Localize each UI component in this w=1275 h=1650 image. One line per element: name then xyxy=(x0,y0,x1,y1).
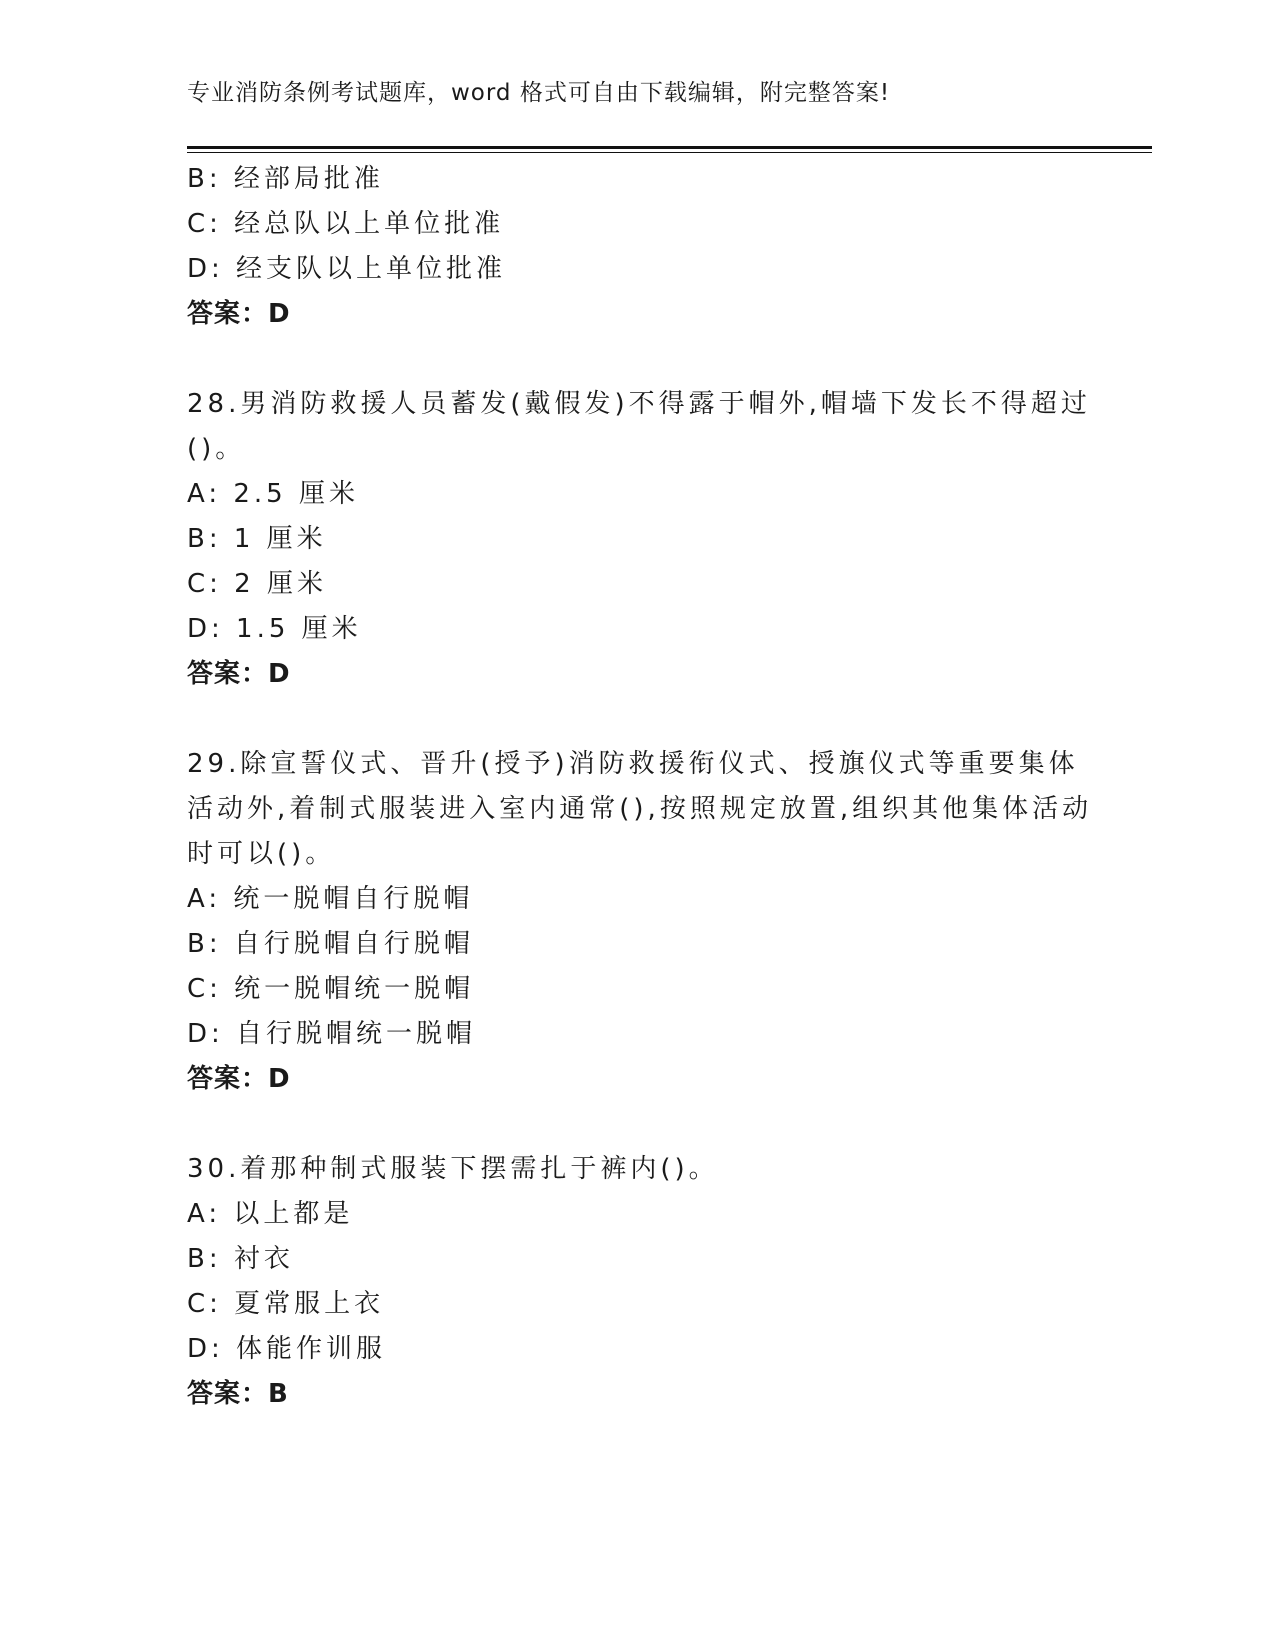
option-b: B: 1 厘米 xyxy=(187,524,327,554)
question-stem-line: 30.着那种制式服装下摆需扎于裤内()。 xyxy=(187,1154,719,1184)
question-29 xyxy=(187,742,1093,1102)
option-a: A: 2.5 厘米 xyxy=(187,479,359,509)
spacer xyxy=(187,697,1087,742)
option-a: A: 统一脱帽自行脱帽 xyxy=(187,884,474,914)
option-c: C: 2 厘米 xyxy=(187,569,327,599)
option-d: D: 1.5 厘米 xyxy=(187,614,362,644)
option-c: C: 经总队以上单位批准 xyxy=(187,209,505,239)
question-27 xyxy=(187,157,1087,337)
answer: 答案：D xyxy=(187,659,291,689)
question-content xyxy=(187,157,1093,1417)
option-b: B: 自行脱帽自行脱帽 xyxy=(187,929,474,959)
option-d: D: 自行脱帽统一脱帽 xyxy=(187,1019,477,1049)
header-rule-thick xyxy=(187,146,1152,149)
option-d: D: 体能作训服 xyxy=(187,1334,387,1364)
question-stem-line: 时可以()。 xyxy=(187,839,336,869)
question-stem-line: 28.男消防救援人员蓄发(戴假发)不得露于帽外,帽墙下发长不得超过 xyxy=(187,389,1091,419)
question-stem-line: 29.除宣誓仪式、晋升(授予)消防救援衔仪式、授旗仪式等重要集体 xyxy=(187,749,1079,779)
option-d: D: 经支队以上单位批准 xyxy=(187,254,507,284)
spacer xyxy=(187,337,1087,382)
question-stem-line: ()。 xyxy=(187,434,246,464)
option-b: B: 衬衣 xyxy=(187,1244,294,1274)
header-rule-thin xyxy=(187,152,1152,153)
page-header: 专业消防条例考试题库，word 格式可自由下载编辑，附完整答案! xyxy=(187,80,891,106)
spacer xyxy=(187,1102,1087,1147)
option-c: C: 夏常服上衣 xyxy=(187,1289,385,1319)
option-c: C: 统一脱帽统一脱帽 xyxy=(187,974,475,1004)
option-a: A: 以上都是 xyxy=(187,1199,354,1229)
answer: 答案：D xyxy=(187,299,291,329)
option-b: B: 经部局批准 xyxy=(187,164,384,194)
question-30 xyxy=(187,1147,1087,1417)
question-28 xyxy=(187,382,1091,697)
answer: 答案：D xyxy=(187,1064,291,1094)
answer: 答案：B xyxy=(187,1379,289,1409)
question-stem-line: 活动外,着制式服装进入室内通常(),按照规定放置,组织其他集体活动 xyxy=(187,794,1093,824)
